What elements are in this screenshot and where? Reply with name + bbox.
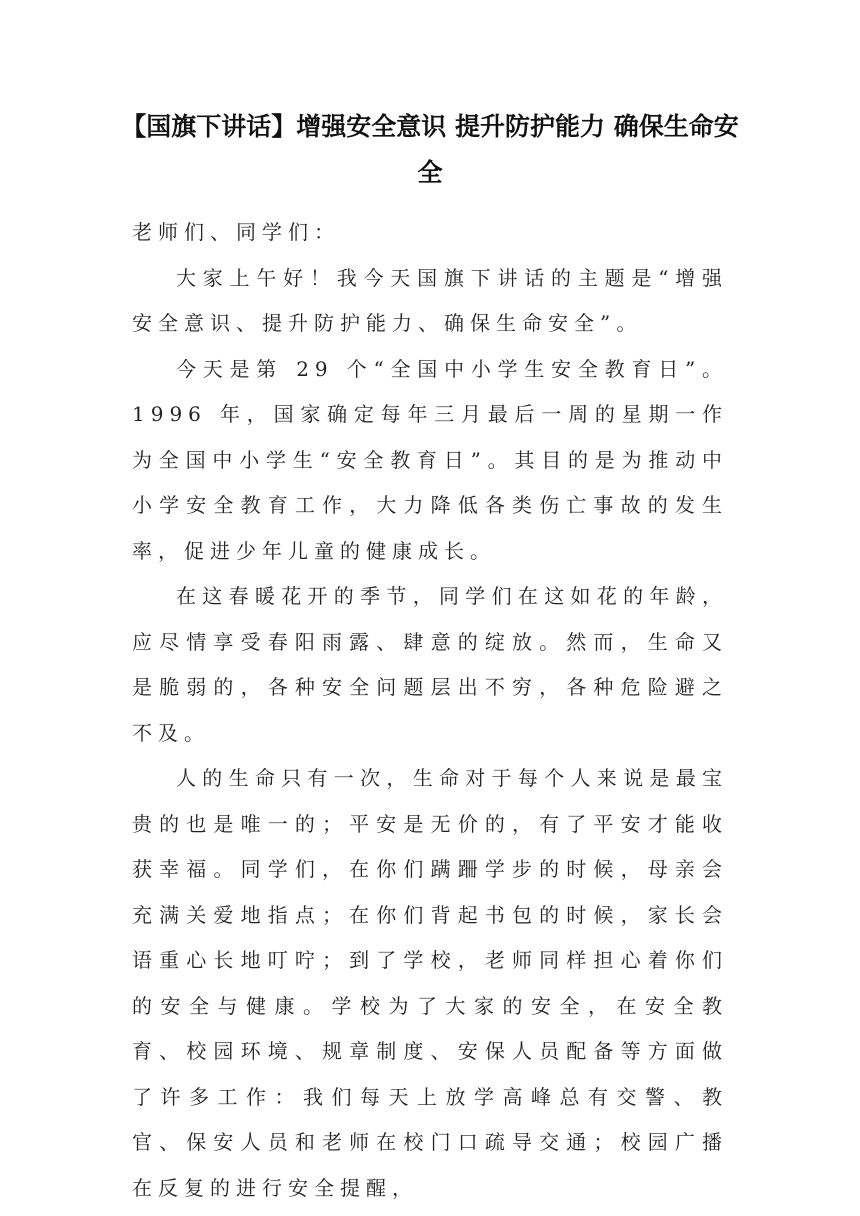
paragraph-2: 今天是第 29 个“全国中小学生安全教育日”。1996 年，国家确定每年三月最后一周的星期一作为全国中小学生“安全教育日”。其目的是为推动中小学安全教育工作，大力降低各类伤亡事故的发生率，促进少年儿童的健康成长。: [132, 356, 728, 563]
salutation: 老师们、同学们：: [132, 220, 340, 244]
document-body: [132, 210, 728, 1211]
document-title: 【国旗下讲话】增强安全意识 提升防护能力 确保生命安全: [121, 112, 739, 187]
paragraph-3: 在这春暖花开的季节，同学们在这如花的年龄，应尽情享受春阳雨露、肆意的绽放。然而，生命又是脆弱的，各种安全问题层出不穷，各种危险避之不及。: [132, 584, 728, 745]
paragraph-4: 人的生命只有一次，生命对于每个人来说是最宝贵的也是唯一的；平安是无价的，有了平安才能收获幸福。同学们，在你们蹒跚学步的时候，母亲会充满关爱地指点；在你们背起书包的时候，家长会语重心长地叮咛；到了学校，老师同样担心着你们的安全与健康。学校为了大家的安全，在安全教育、校园环境、规章制度、安保人员配备等方面做了许多工作：我们每天上放学高峰总有交警、教官、保安人员和老师在校门口疏导交通；校园广播在反复的进行安全提醒，: [132, 766, 728, 1200]
paragraph-1: 大家上午好！我今天国旗下讲话的主题是“增强安全意识、提升防护能力、确保生命安全”。: [132, 265, 728, 335]
